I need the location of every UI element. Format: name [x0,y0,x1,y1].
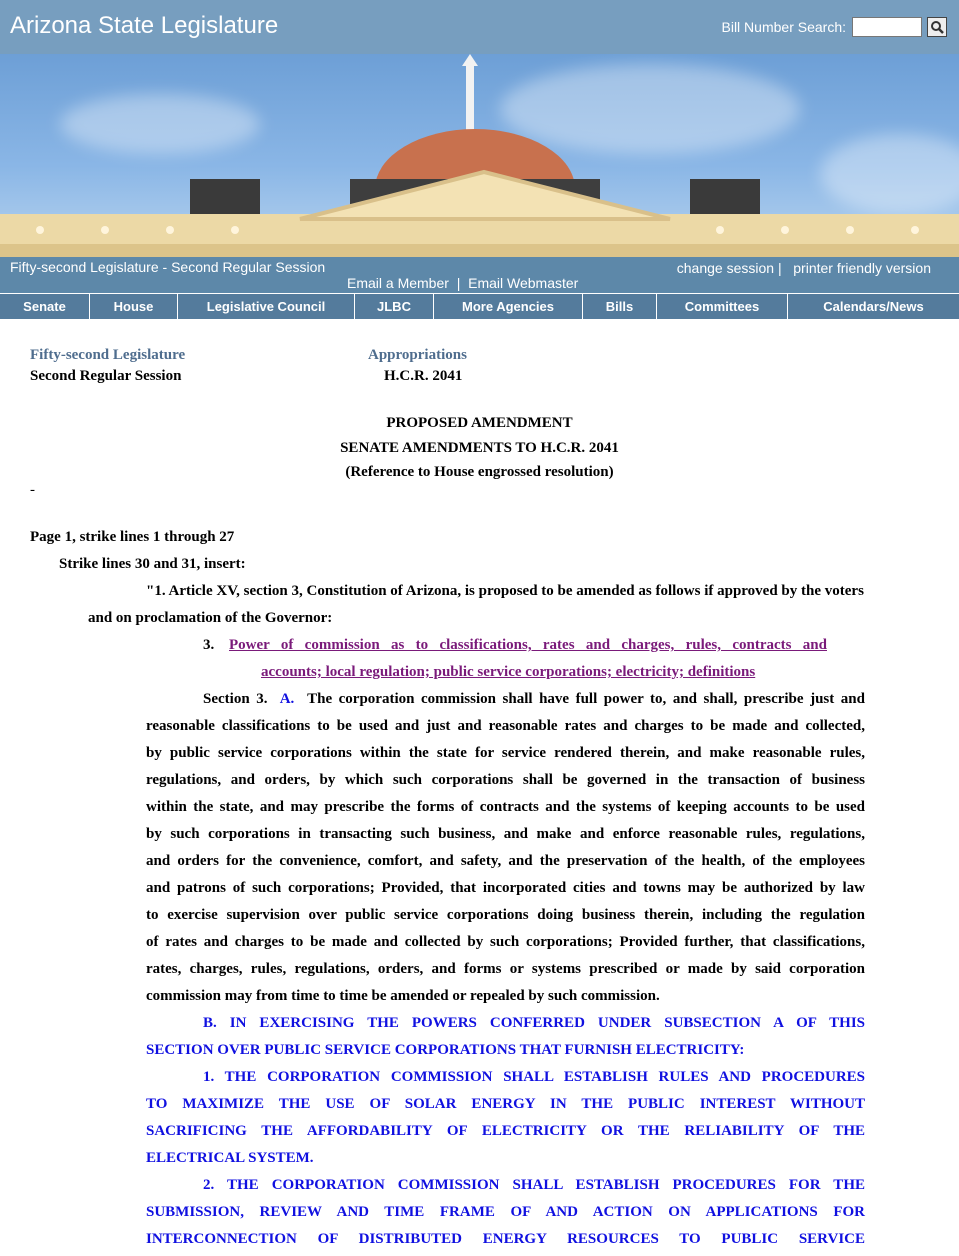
subsection-a-line [146,686,865,713]
capitol-illustration [0,54,959,257]
subsection-a-line: regulations, and orders, by which such corporations shall be governed in the transaction of business [146,772,865,788]
subsection-a-text: The corporation commission shall have full power to, and shall, prescribe just and [307,691,865,707]
main-nav [0,293,959,319]
subsection-b-line: 1. THE CORPORATION COMMISSION SHALL ESTABLISH RULES AND PROCEDURES [203,1069,865,1085]
subsection-b-line: 2. THE CORPORATION COMMISSION SHALL ESTABLISH PROCEDURES FOR THE [203,1177,865,1193]
subsection-a-line: rates, charges, rules, regulations, orders, and forms or systems prescribed or made by said corporation [146,961,865,977]
doc-subtitle: SENATE AMENDMENTS TO H.C.R. 2041 [340,440,619,456]
section-title-1: Power of commission as to classifications, rates and charges, rules, contracts and [229,637,827,653]
section-title-2: accounts; local regulation; public service corporations; electricity; definitions [261,664,756,680]
search-button[interactable] [927,17,947,37]
dash: - [30,482,35,498]
subsection-a-line: commission may from time to time be amended or repealed by such commission. [146,988,660,1004]
instruction-strike: Strike lines 30 and 31, insert: [59,556,246,572]
printer-friendly-link[interactable]: printer friendly version [793,260,931,276]
subsection-a-line: to exercise supervision over public service corporations doing business therein, including the regulation [146,907,865,923]
change-session-link[interactable]: change session [676,260,775,276]
bill-number-input[interactable] [852,17,922,37]
subsection-a-line: and orders for the convenience, comfort, and safety, and the preservation of the health, of the employees [146,853,865,869]
top-header [0,0,959,54]
subsection-letter-a: A. [279,691,295,707]
nav-legislative-council[interactable]: Legislative Council [178,294,355,319]
subsection-b-line: TO MAXIMIZE THE USE OF SOLAR ENERGY IN THE PUBLIC INTEREST WITHOUT [146,1096,865,1112]
session-label: Second Regular Session [30,368,182,384]
doc-reference: (Reference to House engrossed resolution) [345,464,614,480]
separator: | [456,275,461,291]
nav-senate[interactable]: Senate [0,294,90,319]
section-lead: Section 3. [203,691,268,707]
subsection-b-line: SECTION OVER PUBLIC SERVICE CORPORATIONS THAT FURNISH ELECTRICITY: [146,1042,745,1058]
email-webmaster-link[interactable]: Email Webmaster [468,275,579,291]
committee-label: Appropriations [368,347,467,363]
separator: | [777,260,782,276]
subsection-a-line: by such corporations in transacting such business, and make and enforce reasonable rules, regulations, [146,826,865,842]
subsection-a-line: and patrons of such corporations; Provided, that incorporated cities and towns may be authorized by law [146,880,865,896]
subsection-b-line: INTERCONNECTION OF DISTRIBUTED ENERGY RESOURCES TO PUBLIC SERVICE [146,1231,865,1247]
capitol-banner [0,54,959,257]
nav-house[interactable]: House [90,294,178,319]
session-label: Fifty-second Legislature - Second Regular Session [10,259,326,275]
article-line-2: and on proclamation of the Governor: [88,610,333,626]
session-bar [0,257,959,293]
site-title[interactable]: Arizona State Legislature [10,12,279,39]
article-line-1: "1. Article XV, section 3, Constitution of Arizona, is proposed to be amended as follows if approved by the voters [146,583,864,599]
search-label: Bill Number Search: [721,19,846,35]
subsection-a-line: by public service corporations within the state for service rendered therein, and make reasonable rules, [146,745,865,761]
email-member-link[interactable]: Email a Member [347,275,449,291]
amendment-document [0,319,959,1256]
subsection-a-line: of rates and charges to be made and collected by such corporations; Provided further, that classifications, [146,934,865,950]
bill-number: H.C.R. 2041 [384,368,463,384]
legislature-label: Fifty-second Legislature [30,347,186,363]
nav-calendars-news[interactable]: Calendars/News [823,299,924,314]
subsection-a-line: reasonable classifications to be used and just and reasonable rates and charges to be made and collected, [146,718,865,734]
doc-title: PROPOSED AMENDMENT [386,415,573,431]
subsection-b-line: SACRIFICING THE AFFORDABILITY OF ELECTRICITY OR THE RELIABILITY OF THE [146,1123,865,1139]
nav-bills[interactable]: Bills [583,294,657,319]
instruction-page: Page 1, strike lines 1 through 27 [30,529,235,545]
nav-jlbc[interactable]: JLBC [355,294,434,319]
subsection-b-line: ELECTRICAL SYSTEM. [146,1150,314,1166]
nav-more-agencies[interactable]: More Agencies [434,294,583,319]
subsection-a-line: within the state, and may prescribe the forms of contracts and the systems of keeping accounts to be used [146,799,865,815]
subsection-b-line: SUBMISSION, REVIEW AND TIME FRAME OF AND ACTION ON APPLICATIONS FOR [146,1204,865,1220]
nav-committees[interactable]: Committees [657,294,788,319]
subsection-b-line: B. IN EXERCISING THE POWERS CONFERRED UNDER SUBSECTION A OF THIS [203,1015,865,1031]
bill-search [722,17,948,37]
section-number: 3. [203,637,215,653]
magnifier-icon [930,20,944,34]
